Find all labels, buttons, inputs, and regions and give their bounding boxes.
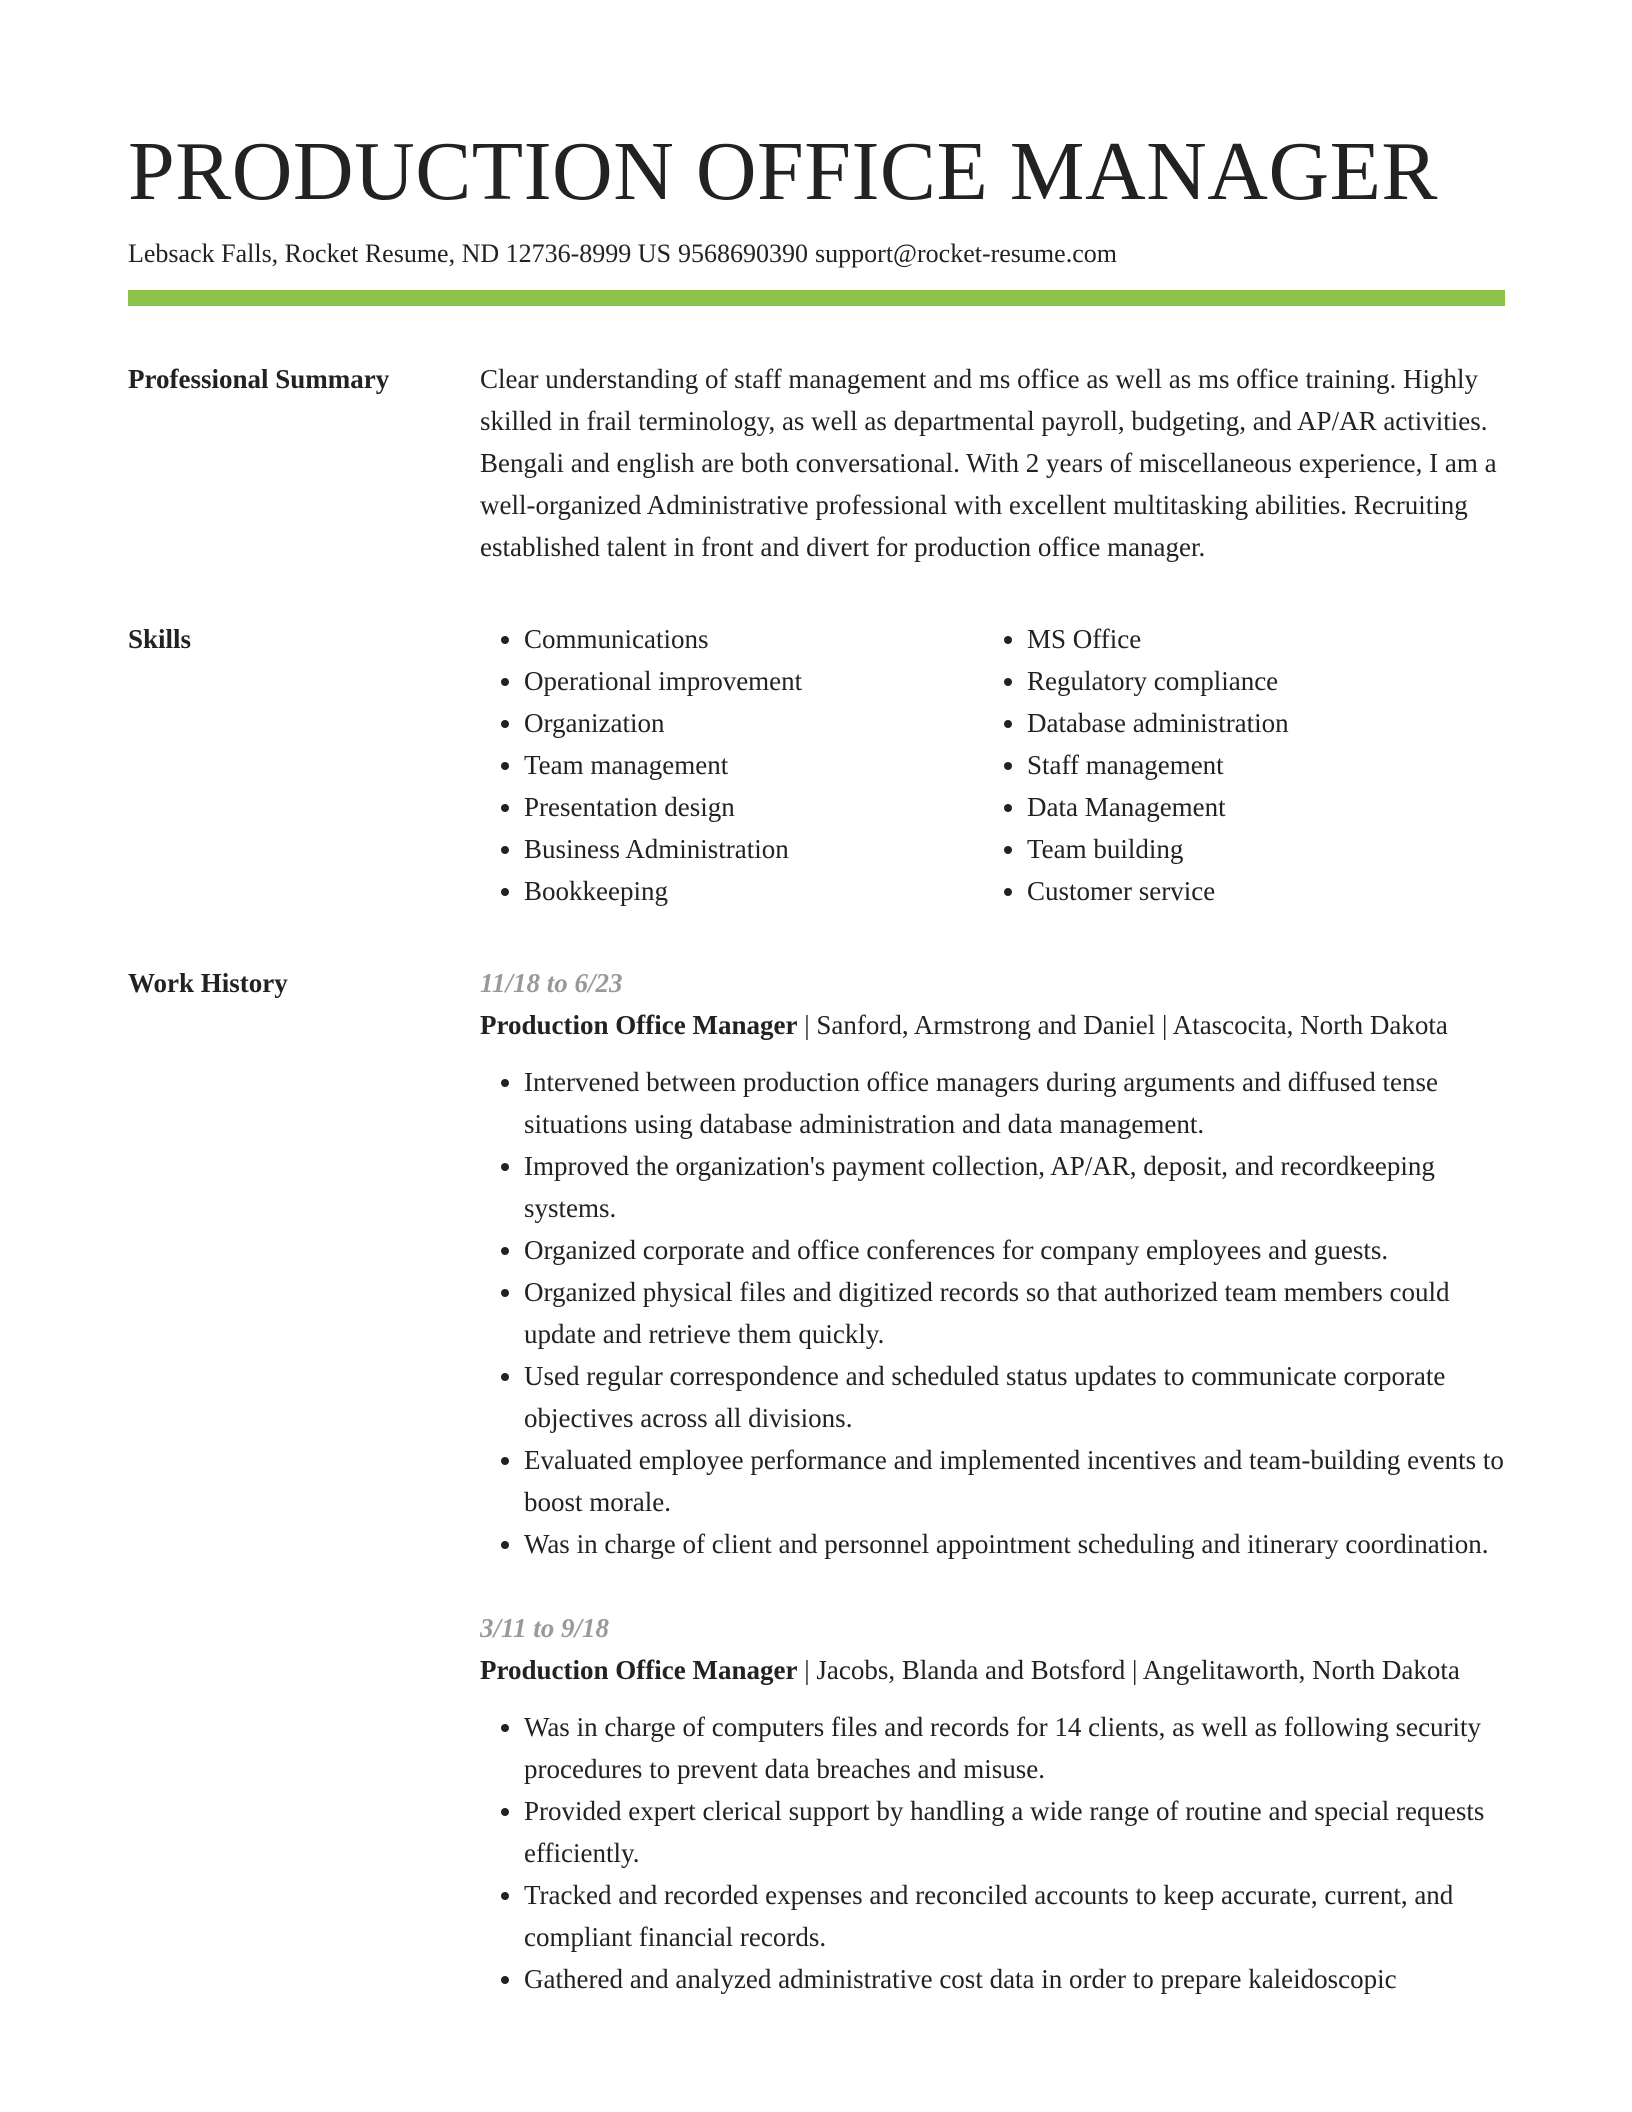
job-dates: 3/11 to 9/18 (480, 1613, 610, 1643)
skills-body (480, 618, 1507, 912)
job-bullet: • Organized physical files and digitized records so that authorized team members could update and retrieve them quickly. (524, 1271, 1505, 1355)
skills-section (128, 618, 1505, 912)
job-bullet: • Improved the organization's payment collection, AP/AR, deposit, and recordkeeping systems. (524, 1145, 1505, 1229)
summary-heading: Professional Summary (128, 364, 390, 394)
work-history-section (128, 962, 1505, 2000)
summary-body (480, 358, 1505, 568)
job-dates: 11/18 to 6/23 (480, 968, 623, 998)
job-bullets (480, 1061, 1505, 1565)
skill-item: • Team management (524, 744, 983, 786)
job-bullet: • Organized corporate and office conferences for company employees and guests. (524, 1229, 1505, 1271)
resume-name: PRODUCTION OFFICE MANAGER (128, 125, 1438, 218)
skill-item: • Regulatory compliance (1027, 660, 1507, 702)
skill-item: • Operational improvement (524, 660, 983, 702)
contact-address: Lebsack Falls, Rocket Resume, ND 12736-8999 US (128, 239, 672, 268)
skills-heading: Skills (128, 624, 192, 654)
job-title: Production Office Manager (480, 1010, 798, 1040)
job-entry (480, 1607, 1505, 2000)
job-bullet: • Was in charge of computers files and records for 14 clients, as well as following security procedures to prevent data breaches and misuse. (524, 1706, 1505, 1790)
job-title: Production Office Manager (480, 1655, 798, 1685)
job-bullet: • Evaluated employee performance and implemented incentives and team-building events to boost morale. (524, 1439, 1505, 1523)
skill-item: • Customer service (1027, 870, 1507, 912)
summary-text: Clear understanding of staff management and ms office as well as ms office training. Highly skilled in frail terminology, as well as departmental payroll, budgeting, and AP/AR activities. Bengali and english are both conversational. With 2 years of miscellaneous experience, I am a well-organized Administrative professional with excellent multitasking abilities. Recruiting established talent in front and divert for production office manager. (480, 364, 1497, 562)
job-bullet: • Used regular correspondence and scheduled status updates to communicate corporate objectives across all divisions. (524, 1355, 1505, 1439)
job-details: | Sanford, Armstrong and Daniel | Atascocita, North Dakota (797, 1010, 1448, 1040)
job-bullet: • Gathered and analyzed administrative cost data in order to prepare kaleidoscopic (524, 1958, 1505, 2000)
skill-item: • Bookkeeping (524, 870, 983, 912)
contact-phone: 9568690390 (678, 239, 809, 268)
job-bullet: • Provided expert clerical support by handling a wide range of routine and special requests efficiently. (524, 1790, 1505, 1874)
job-bullet: • Intervened between production office managers during arguments and diffused tense situations using database administration and data management. (524, 1061, 1505, 1145)
skill-item: • Team building (1027, 828, 1507, 870)
job-entry (480, 962, 1505, 1565)
job-heading (480, 1004, 1505, 1046)
skill-item: • Database administration (1027, 702, 1507, 744)
resume-page (128, 0, 1505, 2000)
job-bullets (480, 1706, 1505, 2000)
skill-item: • Business Administration (524, 828, 983, 870)
skill-item: • Staff management (1027, 744, 1507, 786)
skills-grid (480, 618, 1507, 912)
job-bullet: • Was in charge of client and personnel appointment scheduling and itinerary coordination. (524, 1523, 1505, 1565)
skill-item: • Presentation design (524, 786, 983, 828)
skill-item: • Communications (524, 618, 983, 660)
job-details: | Jacobs, Blanda and Botsford | Angelitaworth, North Dakota (797, 1655, 1460, 1685)
work-history-heading: Work History (128, 968, 288, 998)
skill-item: • Organization (524, 702, 983, 744)
work-history-body (480, 962, 1505, 2000)
skill-item: • MS Office (1027, 618, 1507, 660)
job-heading (480, 1649, 1505, 1691)
summary-section (128, 358, 1505, 568)
skills-list-left (480, 618, 983, 912)
job-bullet: • Tracked and recorded expenses and reconciled accounts to keep accurate, current, and compliant financial records. (524, 1874, 1505, 1958)
contact-email: support@rocket-resume.com (815, 239, 1117, 268)
skills-list-right (983, 618, 1507, 912)
accent-divider (128, 290, 1505, 306)
contact-line (128, 238, 1505, 270)
skill-item: • Data Management (1027, 786, 1507, 828)
